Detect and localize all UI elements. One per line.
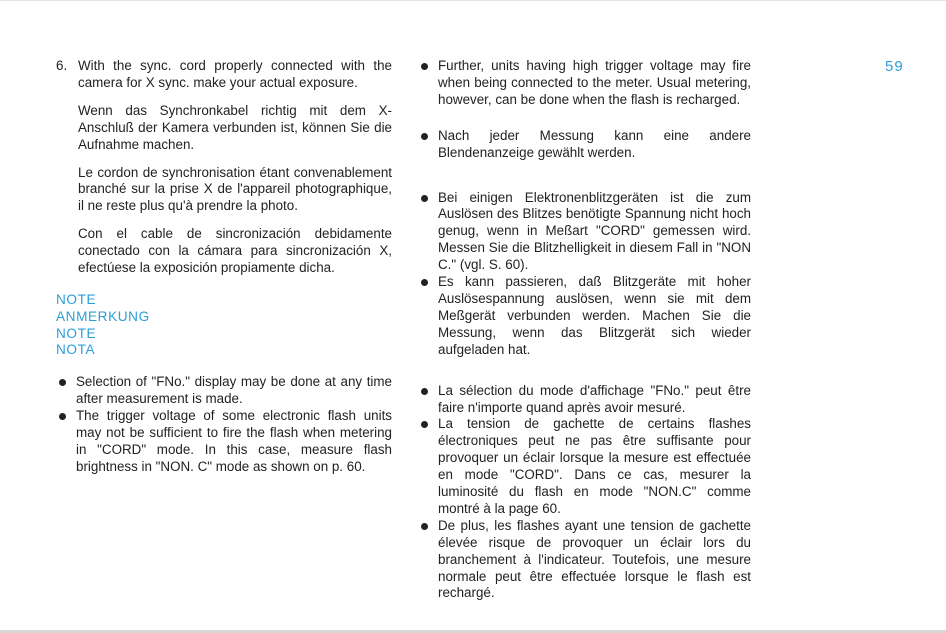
list-item xyxy=(418,58,751,109)
list-item-text: De plus, les flashes ayant une tension de gachette élevée risque de provoquer un éclair lors du branchement à l'indicateur. Toutefois, une mesure normale peut être effectuée lorsque le flash est rechargé. xyxy=(438,517,751,601)
bullet-icon xyxy=(421,523,428,530)
step-text-german: Wenn das Synchronkabel richtig mit dem X-Anschluß der Kamera verbunden ist, können Sie die Aufnahme machen. xyxy=(78,102,392,152)
german-note-list-1 xyxy=(418,128,751,162)
list-item xyxy=(418,190,751,275)
left-column xyxy=(56,58,392,476)
list-item xyxy=(418,128,751,162)
note-heading-french: NOTE xyxy=(56,325,97,341)
bullet-icon xyxy=(421,388,428,395)
step-number: 6. xyxy=(56,58,68,73)
note-headings xyxy=(56,292,392,359)
german-note-list-2 xyxy=(418,190,751,359)
note-heading-spanish: NOTA xyxy=(56,342,96,358)
list-item xyxy=(418,383,751,417)
bullet-icon xyxy=(421,279,428,286)
bullet-icon xyxy=(59,413,66,420)
step-text-french: Le cordon de synchronisation étant convenablement branché sur la prise X de l'appareil photographique, il ne reste plus qu'à prendre la photo. xyxy=(78,164,392,214)
list-item-text: The trigger voltage of some electronic flash units may not be sufficient to fire the flash when metering in "CORD" mode. In this case, measure flash brightness in "NON. C" mode as shown on p. 60. xyxy=(76,407,392,474)
list-item-text: La tension de gachette de certains flashes électroniques peut ne pas être suffisante pour provoquer un éclair lorsque la mesure est effectuée en mode "CORD". Dans ce cas, mesurer la luminosité du flash en mode "NON.C" comme montré à la page 60. xyxy=(438,416,751,516)
list-item-text: Selection of "FNo." display may be done at any time after measurement is made. xyxy=(76,374,392,407)
list-item xyxy=(418,518,751,603)
list-item-text: Es kann passieren, daß Blitzgeräte mit hoher Auslösespannung auslösen, wenn sie mit dem Meßgerät verbunden werden. Machen Sie die Messung, wenn das Blitzgerät sich wieder aufgeladen hat. xyxy=(438,274,751,357)
bullet-icon xyxy=(421,195,428,202)
step-text-spanish: Con el cable de sincronización debidamente conectado con la cámara para sincronización X, efectúese la exposición propiamente dicha. xyxy=(78,226,392,276)
english-note-list xyxy=(56,374,392,475)
french-note-list xyxy=(418,383,751,603)
step-6 xyxy=(56,58,392,277)
note-heading-english: NOTE xyxy=(56,291,97,307)
list-item-text: Nach jeder Messung kann eine andere Blendenanzeige gewählt werden. xyxy=(438,127,751,160)
right-column xyxy=(418,58,751,602)
list-item-text: Bei einigen Elektronenblitzgeräten ist die zum Auslösen des Blitzes benötigte Spannung nicht hoch genug, wenn in Meßart "CORD" gemessen wird. Messen Sie die Blitzhelligkeit in diesem Fall in "NON C." (vgl. S. 60). xyxy=(438,189,751,273)
list-item xyxy=(56,408,392,476)
step-body xyxy=(78,58,392,277)
page-number: 59 xyxy=(885,58,904,75)
bullet-icon xyxy=(421,63,428,70)
step-text-english: With the sync. cord properly connected with the camera for X sync. make your actual exposure. xyxy=(78,58,392,90)
list-item xyxy=(418,274,751,359)
list-item xyxy=(418,416,751,517)
bullet-icon xyxy=(421,421,428,428)
note-heading-german: ANMERKUNG xyxy=(56,308,150,324)
list-item xyxy=(56,374,392,408)
page-top-edge xyxy=(0,0,946,1)
list-item-text: La sélection du mode d'affichage "FNo." peut être faire n'importe quand après avoir mesuré. xyxy=(438,382,751,415)
list-item-text: Further, units having high trigger voltage may fire when being connected to the meter. Usual metering, however, can be done when the flash is recharged. xyxy=(438,58,751,107)
bullet-icon xyxy=(59,379,66,386)
bullet-icon xyxy=(421,133,428,140)
english-note-list-continued xyxy=(418,58,751,109)
